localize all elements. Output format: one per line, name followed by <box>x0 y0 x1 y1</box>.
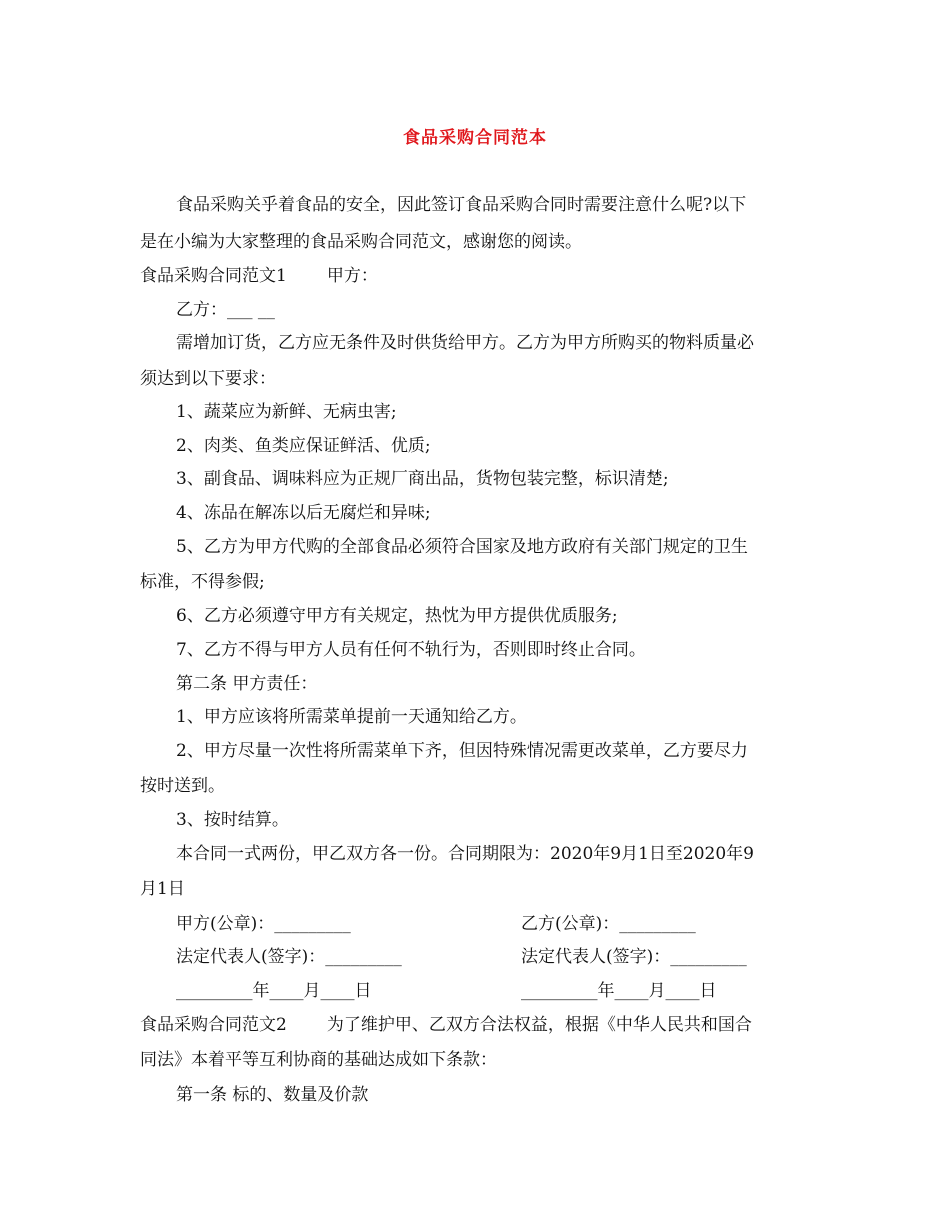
term-line-2: 月1日 <box>140 879 185 899</box>
sample2-heading: 食品采购合同范文2 <box>140 1015 287 1035</box>
signature-b-representative: 法定代表人(签字)：_________ <box>521 947 747 967</box>
intro-line-2: 是在小编为大家整理的食品采购合同范文，感谢您的阅读。 <box>140 232 582 252</box>
signature-a-date: _________年____月____日 <box>176 981 372 1001</box>
supply-line-1: 需增加订货，乙方应无条件及时供货给甲方。乙方为甲方所购买的物料质量必 <box>176 333 754 353</box>
signature-a-seal: 甲方(公章)：_________ <box>176 914 351 934</box>
duty-3: 3、按时结算。 <box>176 810 289 830</box>
requirement-4: 4、冻品在解冻以后无腐烂和异味; <box>176 503 431 523</box>
article-2-heading: 第二条 甲方责任： <box>176 674 318 694</box>
sample1-heading-row <box>140 266 378 286</box>
signature-b-seal: 乙方(公章)：_________ <box>521 914 696 934</box>
requirement-1: 1、蔬菜应为新鲜、无病虫害; <box>176 402 397 422</box>
requirement-5-line-2: 标准，不得参假; <box>140 572 265 592</box>
article-1-heading: 第一条 标的、数量及价款 <box>176 1085 369 1105</box>
sample2-intro-line-2: 同法》本着平等互利协商的基础达成如下条款： <box>140 1050 497 1070</box>
signature-a-representative: 法定代表人(签字)：_________ <box>176 947 402 967</box>
duty-2-line-1: 2、甲方尽量一次性将所需菜单下齐，但因特殊情况需更改菜单，乙方要尽力 <box>176 741 748 761</box>
duty-2-line-2: 按时送到。 <box>140 776 225 796</box>
sample1-heading: 食品采购合同范文1 <box>140 266 287 286</box>
signature-b-date: _________年____月____日 <box>521 981 717 1001</box>
document-title: 食品采购合同范本 <box>403 128 547 148</box>
requirement-2: 2、肉类、鱼类应保证鲜活、优质; <box>176 436 431 456</box>
party-a-label: 甲方： <box>326 266 378 286</box>
intro-line-1: 食品采购关乎着食品的安全，因此签订食品采购合同时需要注意什么呢?以下 <box>176 195 747 215</box>
requirement-6: 6、乙方必须遵守甲方有关规定，热忱为甲方提供优质服务; <box>176 606 618 626</box>
requirement-3: 3、副食品、调味料应为正规厂商出品，货物包装完整，标识清楚; <box>176 469 669 489</box>
supply-line-2: 须达到以下要求： <box>140 369 276 389</box>
requirement-5-line-1: 5、乙方为甲方代购的全部食品必须符合国家及地方政府有关部门规定的卫生 <box>176 537 748 557</box>
duty-1: 1、甲方应该将所需菜单提前一天通知给乙方。 <box>176 707 527 727</box>
party-b-line: 乙方：___ __ <box>176 300 275 320</box>
term-line-1: 本合同一式两份，甲乙双方各一份。合同期限为：2020年9月1日至2020年9 <box>176 844 754 864</box>
requirement-7: 7、乙方不得与甲方人员有任何不轨行为，否则即时终止合同。 <box>176 640 646 660</box>
sample2-intro-line-1: 为了维护甲、乙双方合法权益，根据《中华人民共和国合 <box>326 1015 752 1035</box>
sample2-heading-row <box>140 1015 752 1035</box>
